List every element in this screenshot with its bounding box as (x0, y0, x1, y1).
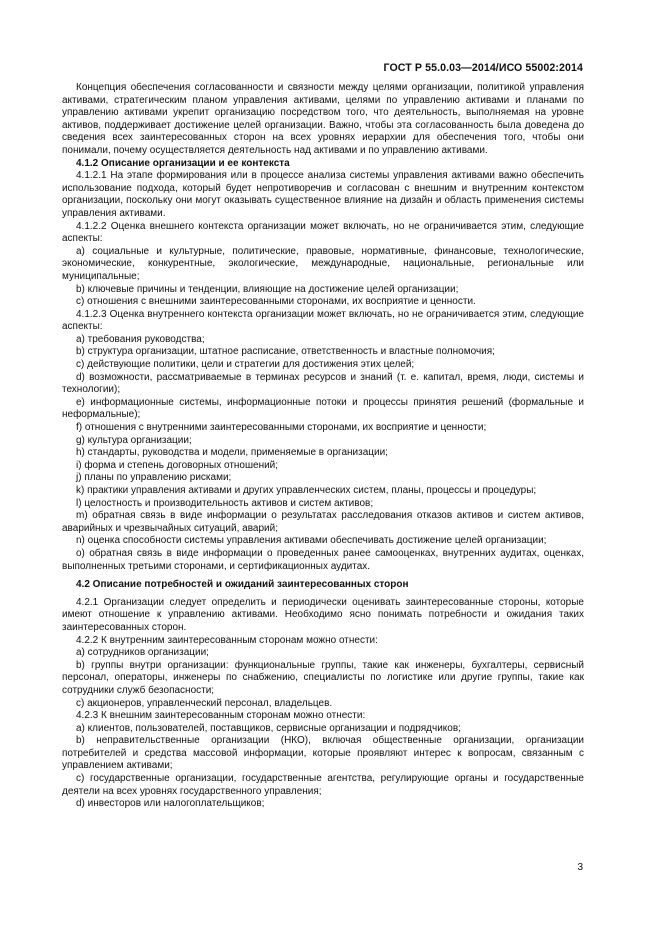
page-number: 3 (577, 862, 583, 873)
document-code-header: ГОСТ Р 55.0.03—2014/ИСО 55002:2014 (383, 62, 583, 74)
body-paragraph: b) ключевые причины и тенденции, влияющие на достижение целей организации; (76, 283, 459, 295)
body-paragraph: d) возможности, рассматриваемые в терминах ресурсов и знаний (т. е. капитал, время, люди, системы и технологии); (62, 371, 584, 396)
body-paragraph: b) группы внутри организации: функциональные группы, такие как инженеры, бухгалтеры, сервисный персонал, операторы, инженеры по снабжению, специалисты по логистике или другие группы, такие как сотрудники служб безопасности; (62, 659, 584, 696)
body-paragraph: h) стандарты, руководства и модели, применяемые в организации; (76, 447, 388, 459)
body-paragraph: j) планы по управлению рисками; (76, 472, 232, 484)
body-paragraph: Концепция обеспечения согласованности и связности между целями организации, политикой управления активами, стратегическим планом управления активами, целями по управлению активами и планами по управлению активами укрепит организацию посредством того, что деятельность, выполняемая на уровне активов, поддерживает достижение целей организации. Важно, чтобы эта согласованность была доведена до сведения всех заинтересованных сторон на всех уровнях иерархии для обеспечения того, чтобы они понимали, почему осуществляется деятельность над активами и по управлению активами. (62, 82, 584, 156)
body-paragraph: 4.1.2.2 Оценка внешнего контекста организации может включать, но не ограничивается этим, следующие аспекты: (62, 220, 584, 245)
body-paragraph: a) клиентов, пользователей, поставщиков, сервисные организации и подрядчиков; (76, 722, 461, 734)
body-paragraph: a) социальные и культурные, политические, правовые, нормативные, финансовые, технологические, экономические, конкурентные, экологические, международные, национальные, региональные или муниципальные; (62, 245, 584, 282)
body-paragraph: 4.1.2.3 Оценка внутреннего контекста организации может включать, но не ограничивается этим, следующие аспекты: (62, 308, 584, 333)
body-paragraph: l) целостность и производительность активов и систем активов; (76, 497, 374, 509)
body-paragraph: i) форма и степень договорных отношений; (76, 459, 279, 471)
body-paragraph: b) неправительственные организации (НКО), включая общественные организации, организации потребителей и средства массовой информации, которые проявляют интерес к вопросам, связанным с управлением активами; (62, 735, 584, 772)
body-paragraph: c) отношения с внешними заинтересованными сторонами, их восприятие и ценности. (76, 296, 476, 308)
body-paragraph: 4.2.1 Организации следует определить и периодически оценивать заинтересованные стороны, которые имеют отношение к управлению активами. Необходимо ясно понимать потребности и ожидания таких заинтересованных сторон. (62, 596, 584, 633)
body-paragraph: c) акционеров, управленческий персонал, владельцев. (76, 697, 333, 709)
body-paragraph: 4.2.2 К внутренним заинтересованным сторонам можно отнести: (76, 634, 378, 646)
body-paragraph: 4.1.2.1 На этапе формирования или в процессе анализа системы управления активами важно обеспечить использование подхода, который будет непротиворечив и согласован с внешним и внутренним контекстом организации, поскольку они могут оказывать существенное влияние на дизайн и область применения системы управления активами. (62, 170, 584, 219)
body-paragraph: 4.2.3 К внешним заинтересованным сторонам можно отнести: (76, 710, 366, 722)
body-paragraph: a) требования руководства; (76, 333, 205, 345)
document-body (62, 82, 584, 811)
body-paragraph: n) оценка способности системы управления активами обеспечивать достижение целей организации; (76, 535, 547, 547)
body-paragraph: c) действующие политики, цели и стратегии для достижения этих целей; (76, 359, 415, 371)
section-heading: 4.2 Описание потребностей и ожиданий заинтересованных сторон (76, 579, 409, 591)
body-paragraph: c) государственные организации, государственные агентства, регулирующие органы и государственные деятели на всех уровнях государственного управления; (62, 773, 584, 797)
body-paragraph: g) культура организации; (76, 434, 192, 446)
section-heading: 4.1.2 Описание организации и ее контекста (76, 157, 290, 169)
body-paragraph: m) обратная связь в виде информации о результатах расследования отказов активов и систем активов, аварийных и чрезвычайных ситуаций, аварий; (62, 510, 584, 534)
body-paragraph: b) структура организации, штатное расписание, ответственность и властные полномочия; (76, 346, 495, 358)
body-paragraph: f) отношения с внутренними заинтересованными сторонами, их восприятие и ценности; (76, 422, 487, 434)
body-paragraph: d) инвесторов или налогоплательщиков; (76, 798, 265, 810)
body-paragraph: o) обратная связь в виде информации о проведенных ранее самооценках, внутренних аудитах, оценках, выполненных третьими сторонами, и сертификационных аудитах. (62, 547, 584, 572)
body-paragraph: k) практики управления активами и других управленческих систем, планы, процессы и процедуры; (76, 485, 537, 496)
body-paragraph: a) сотрудников организации; (76, 647, 209, 659)
body-paragraph: e) информационные системы, информационные потоки и процессы принятия решений (формальные и неформальные); (62, 396, 584, 421)
